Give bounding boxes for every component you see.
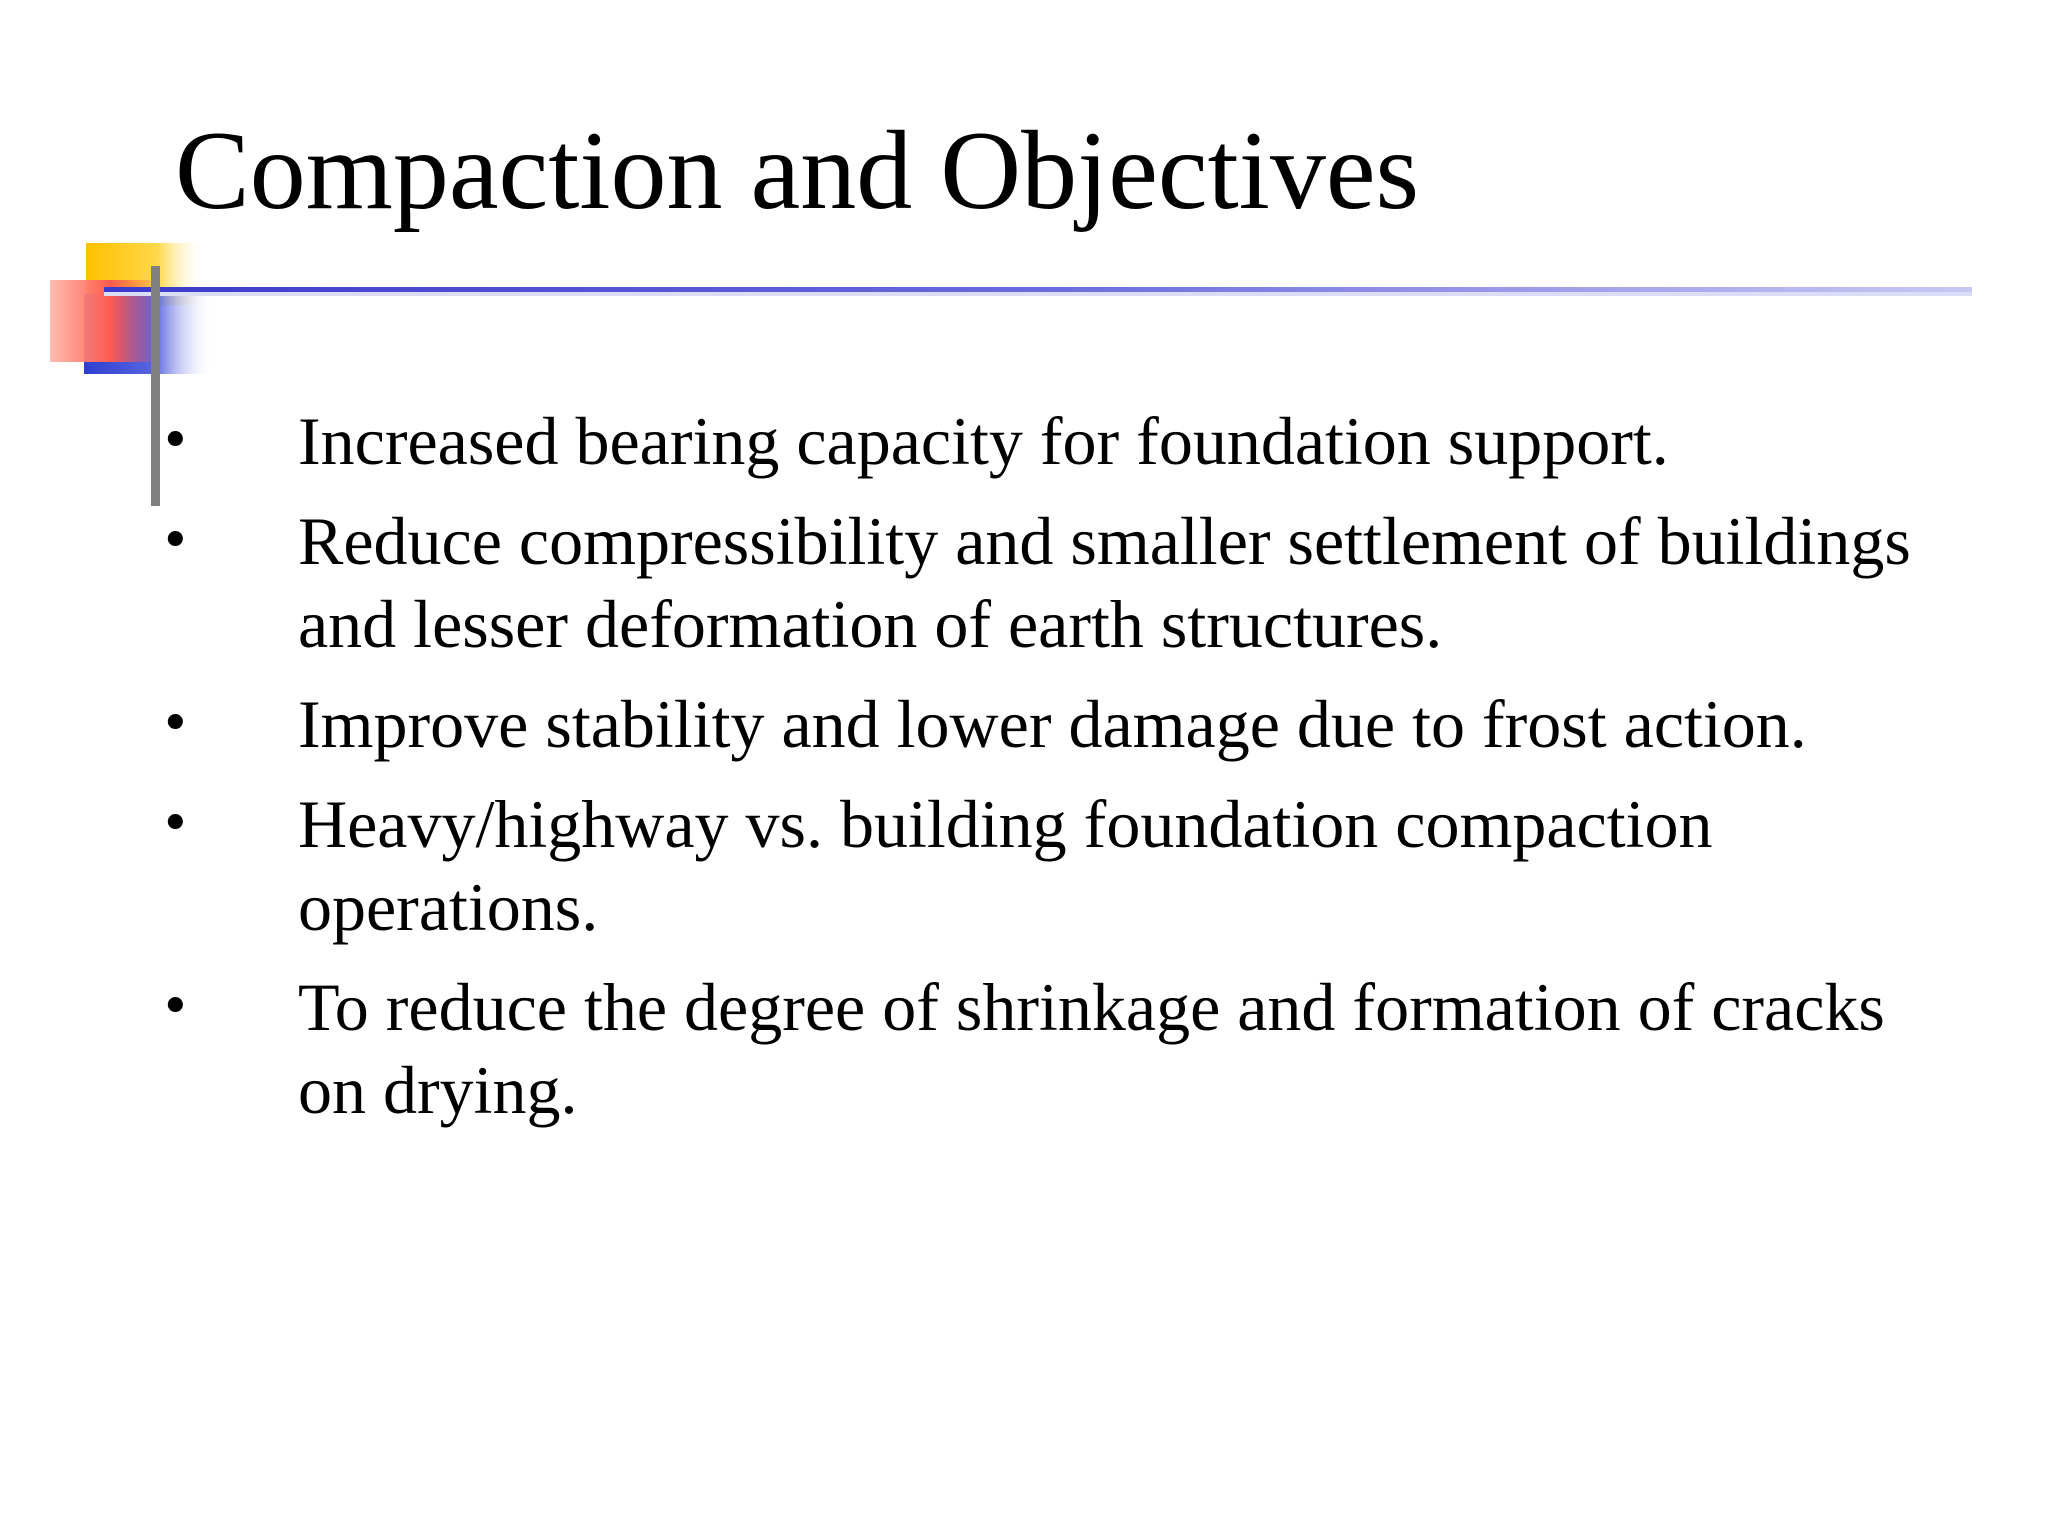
bullet-item [150, 400, 1950, 483]
yellow-square-shape [86, 243, 206, 305]
bullet-icon: • [160, 694, 191, 754]
bullet-list [150, 400, 1950, 1149]
bullet-text: Improve stability and lower damage due to frost action. [298, 686, 1807, 762]
bullet-text: To reduce the degree of shrinkage and formation of cracks on drying. [298, 969, 1885, 1128]
slide-title: Compaction and Objectives [175, 109, 1420, 233]
blue-square-shape [84, 294, 214, 374]
title-rule [104, 287, 1972, 292]
bullet-text: Increased bearing capacity for foundation support. [298, 403, 1669, 479]
bullet-item [150, 500, 1950, 666]
bullet-text: Reduce compressibility and smaller settlement of buildings and lesser deformation of earth structures. [298, 503, 1911, 662]
bullet-icon: • [160, 511, 191, 571]
bullet-icon: • [160, 977, 191, 1037]
bullet-item [150, 783, 1950, 949]
bullet-text: Heavy/highway vs. building foundation compaction operations. [298, 786, 1713, 945]
bullet-item [150, 683, 1950, 766]
bullet-icon: • [160, 794, 191, 854]
bullet-icon: • [160, 411, 191, 471]
red-square-shape [50, 280, 160, 362]
bullet-item [150, 966, 1950, 1132]
title-rule-shadow [104, 292, 1972, 296]
